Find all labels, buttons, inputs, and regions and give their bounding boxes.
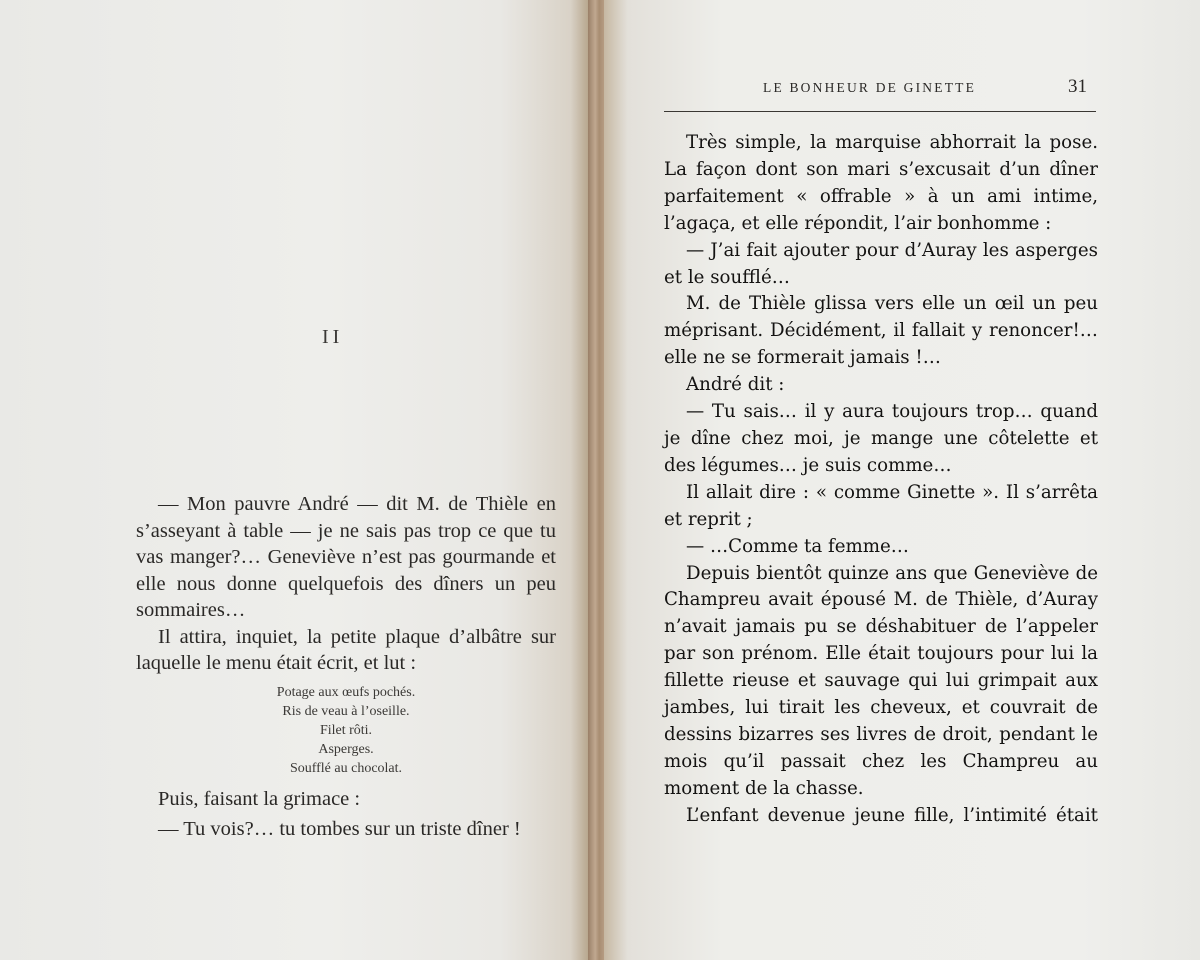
right-page-body bbox=[664, 130, 1098, 830]
header-rule bbox=[664, 111, 1096, 112]
left-paragraph-4: — Tu vois?… tu tombes sur un triste dîner ! bbox=[158, 817, 521, 840]
right-paragraph: Depuis bientôt quinze ans que Geneviève de Champreu avait épousé M. de Thièle, d’Auray n’avait jamais pu se déshabituer de l’appeler par son prénom. Elle était toujours pour lui la fillette rieuse et sauvage qui lui grimpait aux jambes, lui tirait les cheveux, et couvrait de dessins bizarres ses livres de droit, pendant le mois qu’il passait chez les Champreu au moment de la chasse. bbox=[664, 562, 1098, 799]
menu-item: Asperges. bbox=[318, 741, 374, 757]
right-paragraph: L’enfant devenue jeune fille, l’intimité était bbox=[686, 804, 1098, 826]
chapter-number: II bbox=[322, 326, 344, 348]
menu-item: Ris de veau à l’oseille. bbox=[282, 703, 410, 719]
left-paragraph-3: Puis, faisant la grimace : bbox=[158, 787, 361, 810]
menu-item: Soufflé au chocolat. bbox=[289, 760, 403, 776]
left-page-body bbox=[136, 491, 556, 844]
page-number: 31 bbox=[1068, 76, 1087, 97]
running-head: LE BONHEUR DE GINETTE bbox=[763, 80, 977, 95]
right-paragraph: — J’ai fait ajouter pour d’Auray les asperges et le soufflé… bbox=[664, 239, 1098, 288]
right-paragraph: Très simple, la marquise abhorrait la pose. La façon dont son mari s’excusait d’un dîner parfaitement « offrable » à un ami intime, l’agaça, et elle répondit, l’air bonhomme : bbox=[664, 132, 1098, 234]
menu-item: Filet rôti. bbox=[319, 722, 373, 738]
left-paragraph-2: Il attira, inquiet, la petite plaque d’albâtre sur laquelle le menu était écrit, et lut : bbox=[136, 625, 556, 674]
right-paragraph: M. de Thièle glissa vers elle un œil un peu méprisant. Décidément, il fallait y renoncer!… elle ne se formerait jamais !… bbox=[664, 293, 1098, 369]
dinner-menu bbox=[136, 683, 556, 778]
right-paragraph: — …Comme ta femme… bbox=[686, 535, 909, 557]
left-page bbox=[0, 0, 588, 960]
left-paragraph-1: — Mon pauvre André — dit M. de Thièle en s’asseyant à table — je ne sais pas trop ce que tu vas manger?… Geneviève n’est pas gourmande et elle nous donne quelquefois des dîners un peu sommaires… bbox=[136, 493, 556, 621]
right-paragraph: Il allait dire : « comme Ginette ». Il s’arrêta et reprit ; bbox=[664, 481, 1098, 530]
book-gutter bbox=[588, 0, 604, 960]
menu-item: Potage aux œufs pochés. bbox=[276, 684, 416, 700]
right-paragraph: — Tu sais… il y aura toujours trop… quand je dîne chez moi, je mange une côtelette et des légumes… je suis comme… bbox=[664, 401, 1098, 476]
right-paragraph: André dit : bbox=[686, 374, 785, 396]
